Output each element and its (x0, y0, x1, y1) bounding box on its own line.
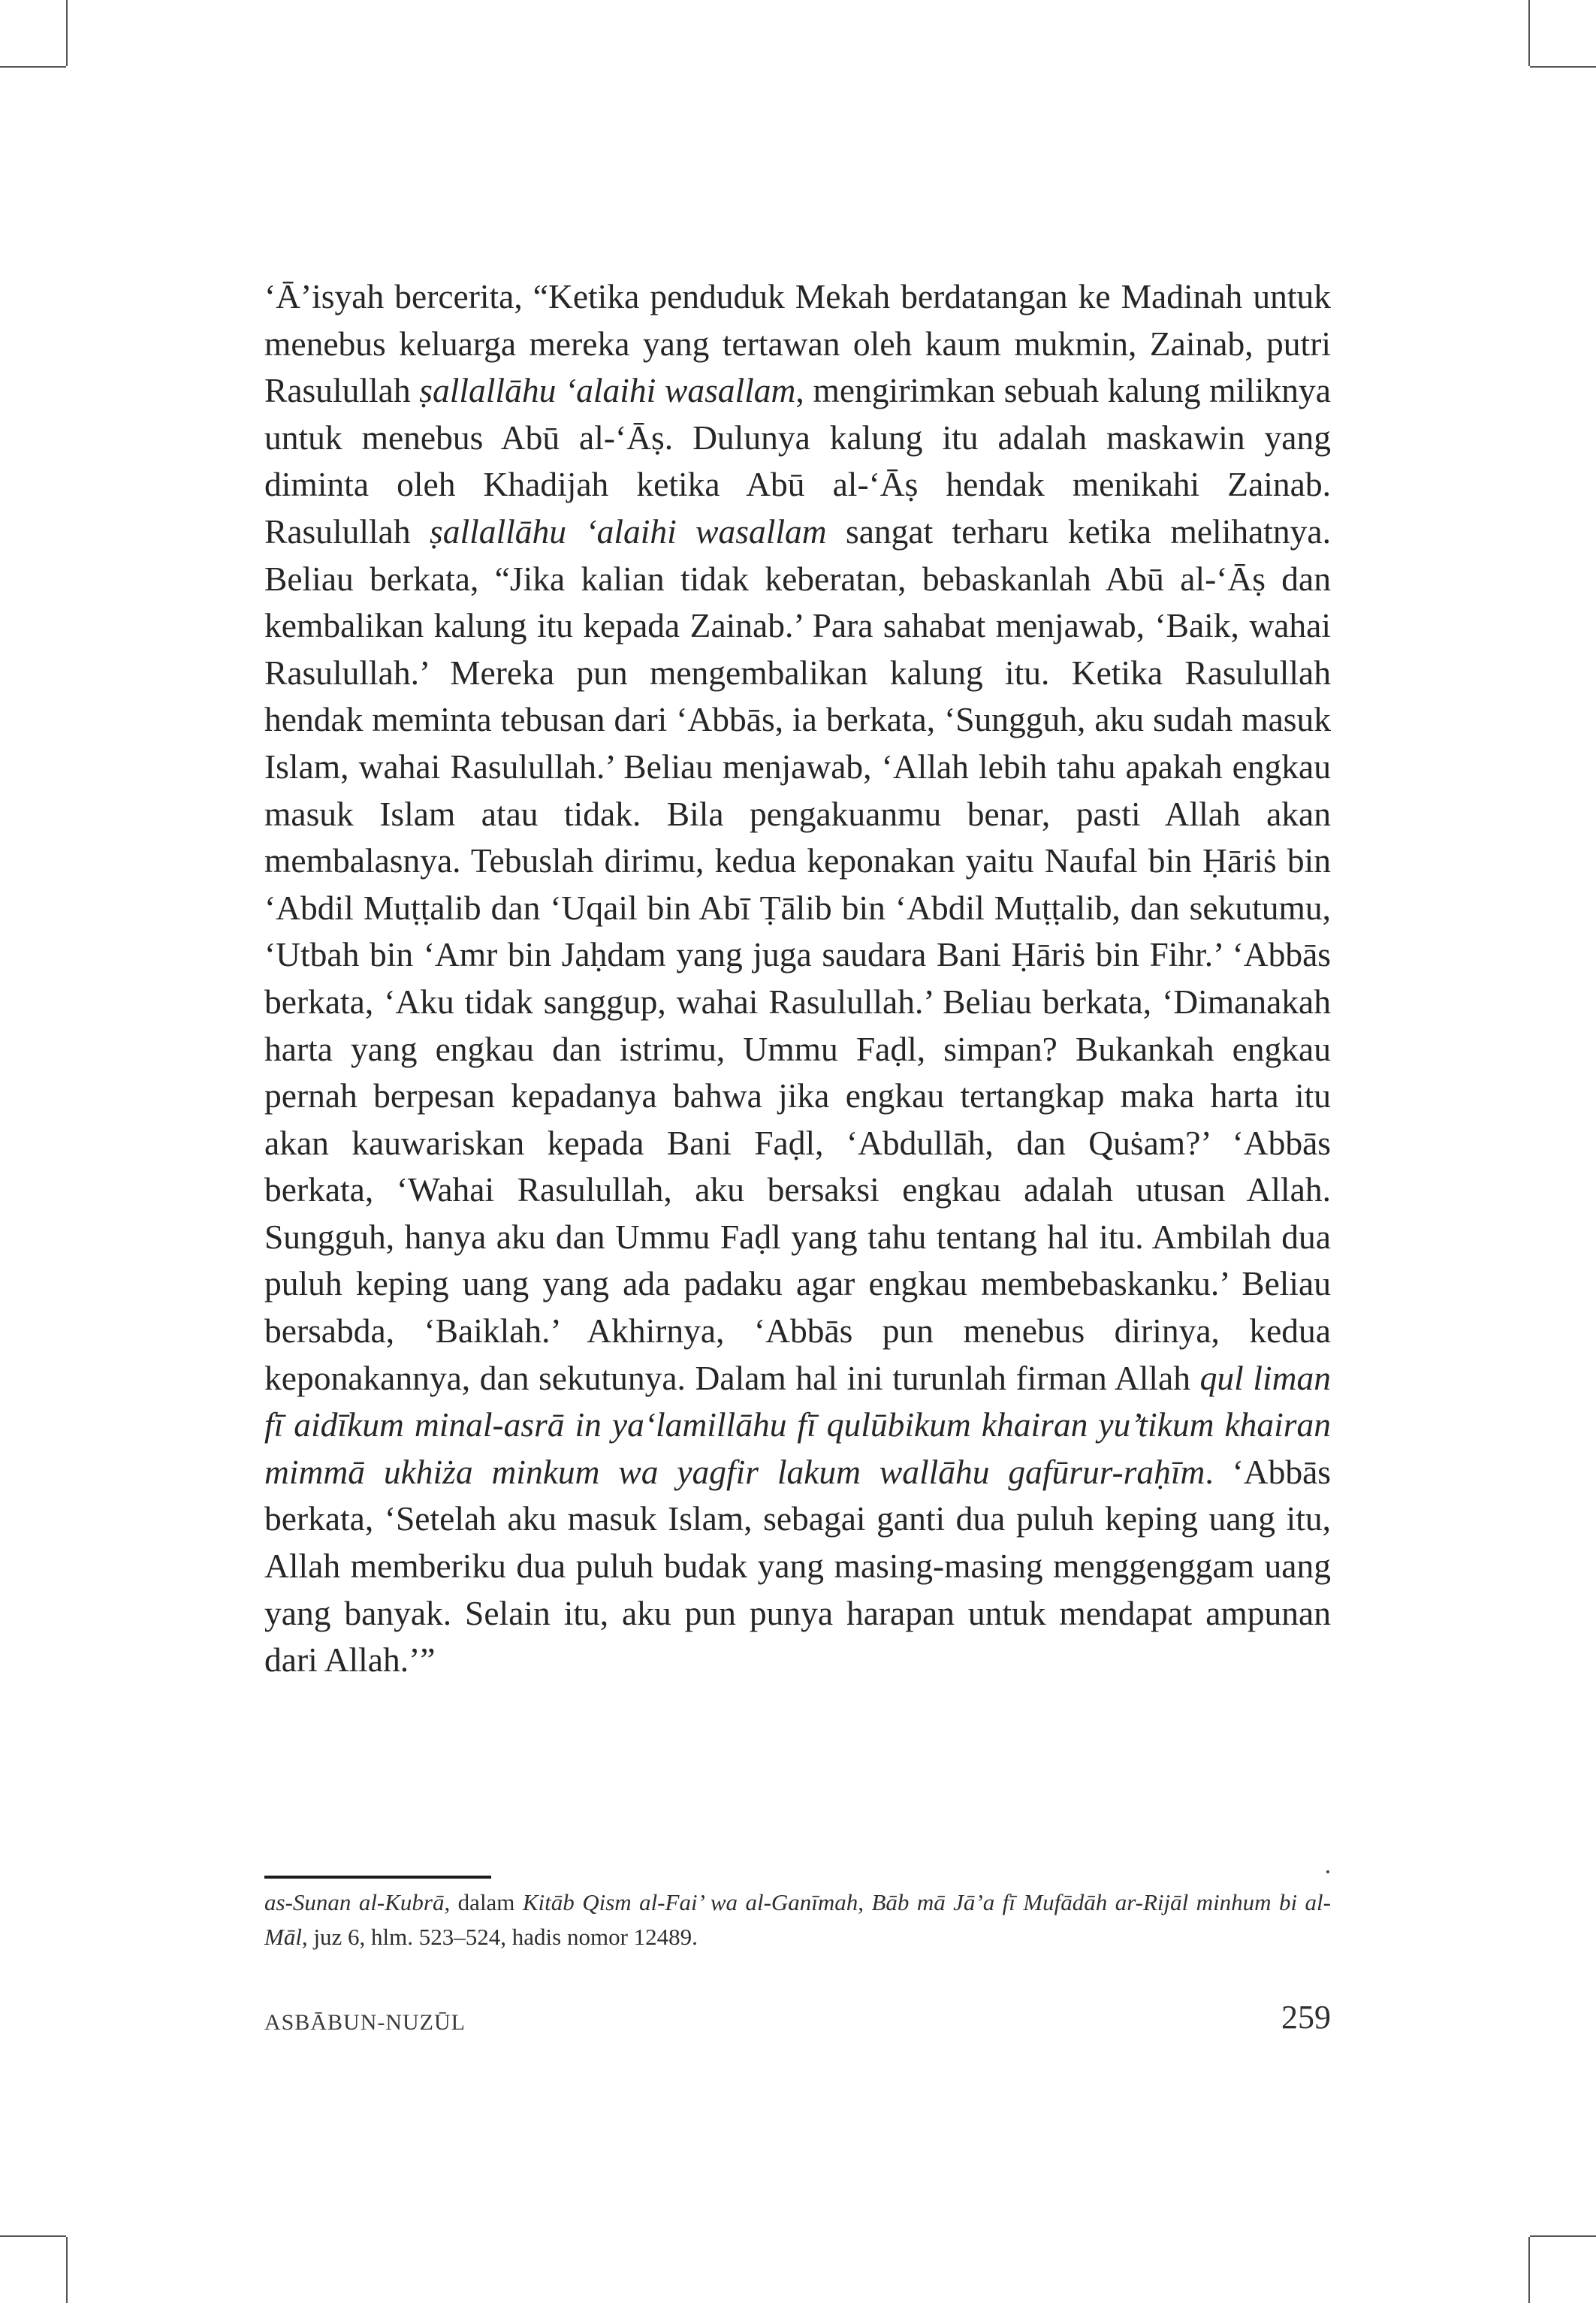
crop-mark-bottom-right-horizontal (1530, 2235, 1596, 2237)
crop-mark-bottom-right-vertical (1528, 2237, 1530, 2303)
running-head: ASBĀBUN-NUZŪL (264, 2010, 466, 2035)
crop-mark-top-left-vertical (66, 0, 68, 66)
body-run: sangat terharu ketika melihatnya. Beliau berkata, “Jika kalian tidak keberatan, bebaskanlah Abū al-‘Āṣ dan kembalikan kalung itu kepada Zainab.’ Para sahabat menjawab, ‘Baik, wahai Rasulullah.’ Mereka pun mengembalikan kalung itu. Ketika Rasulullah hendak meminta tebusan dari ‘Abbās, ia berkata, ‘Sungguh, aku sudah masuk Islam, wahai Rasulullah.’ Beliau menjawab, ‘Allah lebih tahu apakah engkau masuk Islam atau tidak. Bila pengakuanmu benar, pasti Allah akan membalasnya. Tebuslah dirimu, kedua keponakan yaitu Naufal bin Ḥāriṡ bin ‘Abdil Muṭṭalib dan ‘Uqail bin Abī Ṭālib bin ‘Abdil Muṭṭalib, dan sekutumu, ‘Utbah bin ‘Amr bin Jaḥdam yang juga saudara Bani Ḥāriṡ bin Fihr.’ ‘Abbās berkata, ‘Aku tidak sanggup, wahai Rasulullah.’ Beliau berkata, ‘Dimanakah harta yang engkau dan istrimu, Ummu Faḍl, simpan? Bukankah engkau pernah berpesan kepadanya bahwa jika engkau tertangkap maka harta itu akan kauwariskan kepada Bani Faḍl, ‘Abdullāh, dan Quṡam?’ ‘Abbās berkata, ‘Wahai Rasulullah, aku bersaksi engkau adalah utusan Allah. Sungguh, hanya aku dan Ummu Faḍl yang tahu tentang hal itu. Ambilah dua puluh keping uang yang ada padaku agar engkau membebaskanku.’ Beliau bersabda, ‘Baiklah.’ Akhirnya, ‘Abbās pun menebus dirinya, kedua keponakannya, dan sekutunya. Dalam hal ini turunlah firman Allah (264, 512, 1331, 1397)
body-run: ‘Ā’isyah bercerita, “Ketika penduduk Mekah berdatangan ke Madinah untuk menebus keluarga mereka yang tertawan oleh kaum mukmin, Zainab, putri Rasulullah (264, 277, 1331, 410)
footnote-rule (264, 1876, 491, 1879)
footnote-marker-dot (1326, 1870, 1329, 1873)
footnote-run: as-Sunan al-Kubrā (264, 1889, 445, 1915)
page-number: 259 (1281, 1999, 1331, 2036)
body-run: , mengirimkan sebuah kalung miliknya untuk menebus Abū al-‘Āṣ. Dulunya kalung itu adalah maskawin yang diminta oleh Khadijah ketika Abū al-‘Āṣ hendak menikahi Zainab. Rasulullah (264, 371, 1331, 551)
crop-mark-top-right-horizontal (1530, 66, 1596, 68)
body-run: ṣallallāhu ‘alaihi wasallam (419, 371, 796, 410)
crop-mark-top-right-vertical (1528, 0, 1530, 66)
footnote (264, 1885, 1331, 1954)
body-run: ṣallallāhu ‘alaihi wasallam (430, 512, 827, 551)
footnote-run: Kitāb Qism al-Fai’ wa al-Ganīmah, Bāb mā Jā’a fī Mufādāh ar-Rijāl minhum bi al-Māl, (264, 1889, 1331, 1950)
body-text (264, 273, 1331, 1684)
crop-mark-bottom-left-vertical (66, 2237, 68, 2303)
crop-mark-bottom-left-horizontal (0, 2235, 66, 2237)
footnote-run: juz 6, hlm. 523–524, hadis nomor 12489. (307, 1924, 698, 1950)
body-run: qul liman fī aidīkum minal-asrā in ya‘lamillāhu fī qulūbikum khairan yu’tikum khairan mimmā ukhiża minkum wa yagfir lakum wallāhu gafūrur-raḥīm (264, 1358, 1331, 1491)
body-paragraph (264, 273, 1331, 1684)
crop-mark-top-left-horizontal (0, 66, 66, 68)
footnote-run: , dalam (444, 1889, 523, 1915)
body-run: . ‘Abbās berkata, ‘Setelah aku masuk Islam, sebagai ganti dua puluh keping uang itu, Allah memberiku dua puluh budak yang masing-masing menggenggam uang yang banyak. Selain itu, aku pun punya harapan untuk mendapat ampunan dari Allah.’” (264, 1452, 1331, 1680)
